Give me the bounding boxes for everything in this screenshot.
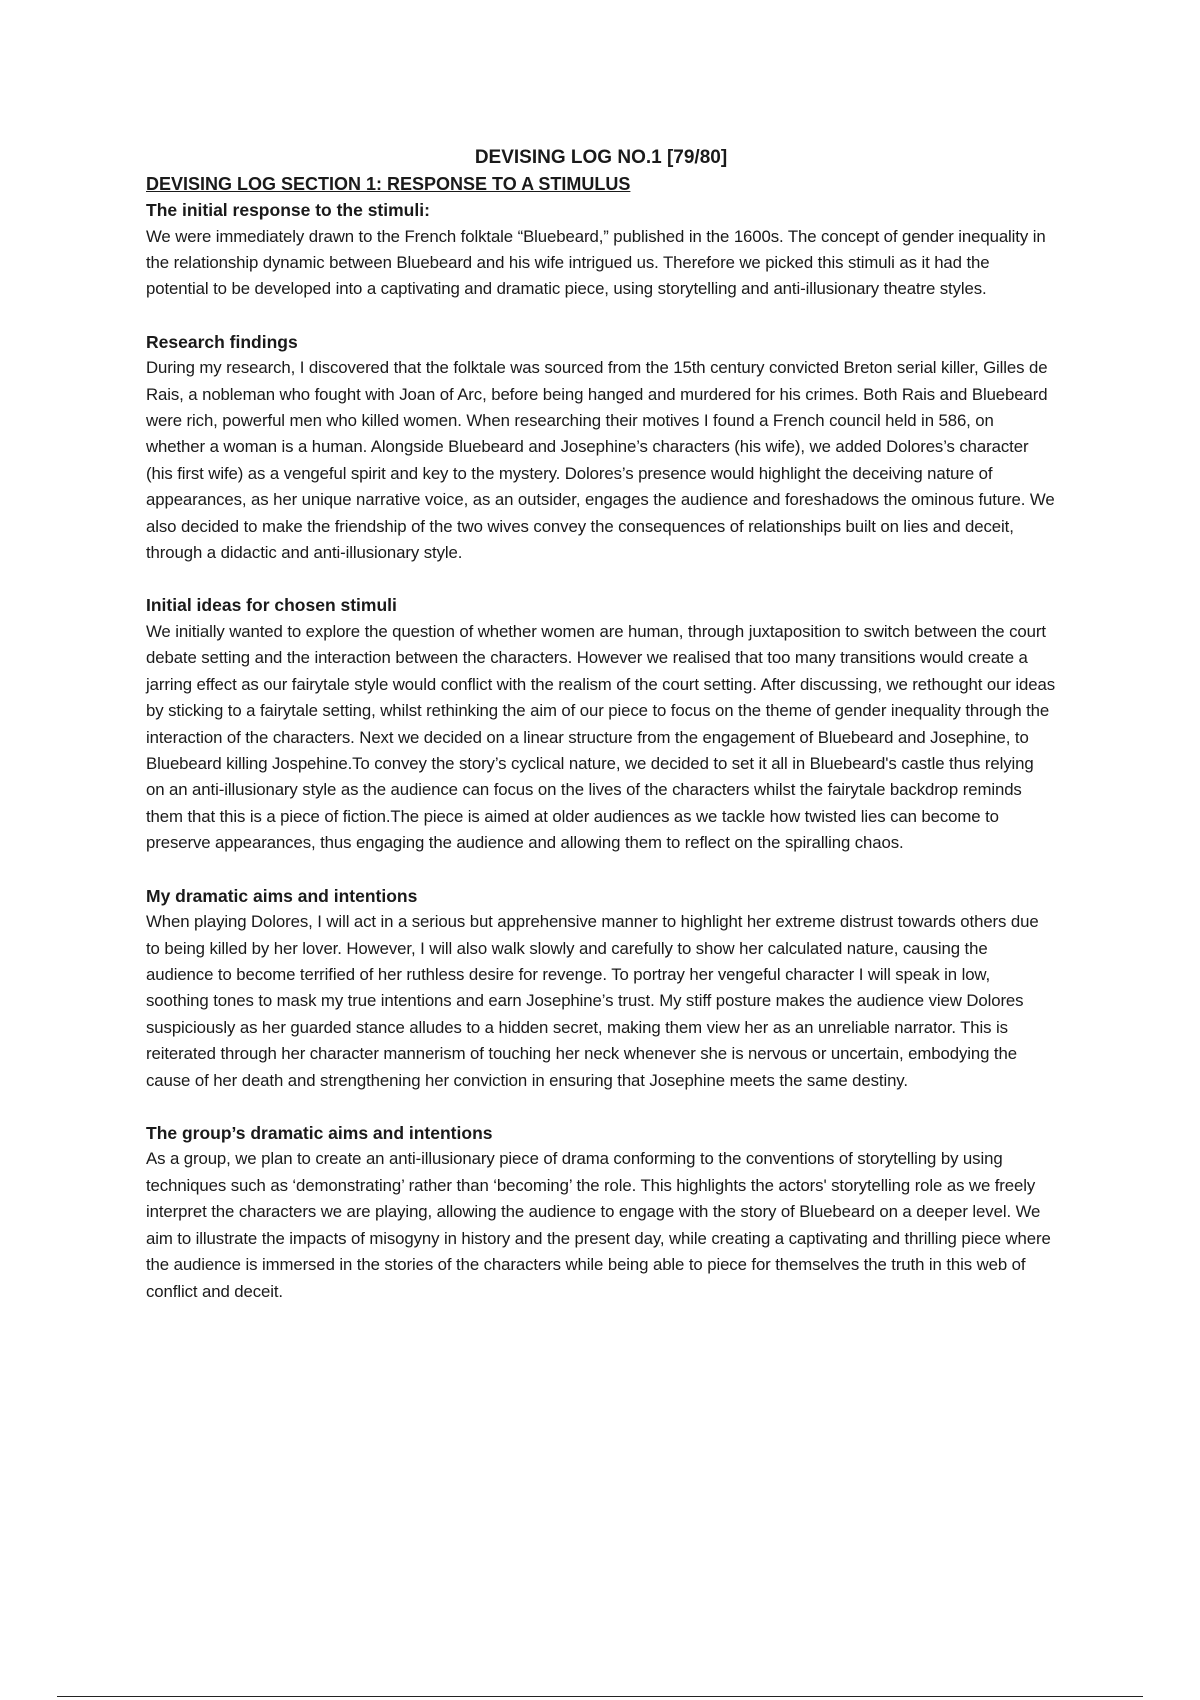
- section-paragraph: We initially wanted to explore the question of whether women are human, through juxtaposition to switch between the court debate setting and the interaction between the characters. However we realised that too many transitions would create a jarring effect as our fairytale style would conflict with the realism of the court setting. After discussing, we rethought our ideas by sticking to a fairytale setting, whilst rethinking the aim of our piece to focus on the theme of gender inequality through the interaction of the characters. Next we decided on a linear structure from the engagement of Bluebeard and Josephine, to Bluebeard killing Jospehine.To convey the story’s cyclical nature, we decided to set it all in Bluebeard's castle thus relying on an anti-illusionary style as the audience can focus on the lives of the characters whilst the fairytale backdrop reminds them that this is a piece of fiction.The piece is aimed at older audiences as we tackle how twisted lies can become to preserve appearances, thus engaging the audience and allowing them to reflect on the spiralling chaos.: [146, 621, 1055, 853]
- section-initial-response: [146, 197, 1056, 303]
- section-group-aims: [146, 1120, 1056, 1305]
- section-paragraph: We were immediately drawn to the French folktale “Bluebeard,” published in the 1600s. The concept of gender inequality in the relationship dynamic between Bluebeard and his wife intrigued us. Therefore we picked this stimuli as it had the potential to be developed into a captivating and dramatic piece, using storytelling and anti-illusionary theatre styles.: [146, 226, 1046, 299]
- bottom-divider: [57, 1696, 1143, 1697]
- section-paragraph: When playing Dolores, I will act in a serious but apprehensive manner to highlight her extreme distrust towards others due to being killed by her lover. However, I will also walk slowly and carefully to show her calculated nature, causing the audience to become terrified of her ruthless desire for revenge. To portray her vengeful character I will speak in low, soothing tones to mask my true intentions and earn Josephine’s trust. My stiff posture makes the audience view Dolores suspiciously as her guarded stance alludes to a hidden secret, making them view her as an unreliable narrator. This is reiterated through her character mannerism of touching her neck whenever she is nervous or uncertain, embodying the cause of her death and strengthening her conviction in ensuring that Josephine meets the same destiny.: [146, 912, 1039, 1090]
- section-heading: Research findings: [146, 331, 298, 352]
- section-heading: The initial response to the stimuli:: [146, 200, 430, 220]
- section-research-findings: [146, 329, 1056, 567]
- section-title: DEVISING LOG SECTION 1: RESPONSE TO A STIMULUS: [146, 174, 631, 194]
- section-heading: My dramatic aims and intentions: [146, 885, 418, 906]
- document-body: [146, 145, 1056, 1305]
- section-paragraph: During my research, I discovered that the folktale was sourced from the 15th century convicted Breton serial killer, Gilles de Rais, a nobleman who fought with Joan of Arc, before being hanged and murdered for his crimes. Both Rais and Bluebeard were rich, powerful men who killed women. When researching their motives I found a French council held in 586, on whether a woman is a human. Alongside Bluebeard and Josephine’s characters (his wife), we added Dolores’s character (his first wife) as a vengeful spirit and key to the mystery. Dolores’s presence would highlight the deceiving nature of appearances, as her unique narrative voice, as an outsider, engages the audience and foreshadows the ominous future. We also decided to make the friendship of the two wives convey the consequences of relationships built on lies and deceit, through a didactic and anti-illusionary style.: [146, 358, 1055, 563]
- section-heading: Initial ideas for chosen stimuli: [146, 595, 397, 616]
- section-paragraph: As a group, we plan to create an anti-illusionary piece of drama conforming to the conventions of storytelling by using techniques such as ‘demonstrating’ rather than ‘becoming’ the role. This highlights the actors' storytelling role as we freely interpret the characters we are playing, allowing the audience to engage with the story of Bluebeard on a deeper level. We aim to illustrate the impacts of misogyny in history and the present day, while creating a captivating and thrilling piece where the audience is immersed in the stories of the characters while being able to piece for themselves the truth in this web of conflict and deceit.: [146, 1149, 1051, 1301]
- section-initial-ideas: [146, 592, 1056, 856]
- section-my-aims: [146, 883, 1056, 1094]
- section-heading: The group’s dramatic aims and intentions: [146, 1122, 493, 1143]
- document-title: DEVISING LOG NO.1 [79/80]: [474, 147, 728, 168]
